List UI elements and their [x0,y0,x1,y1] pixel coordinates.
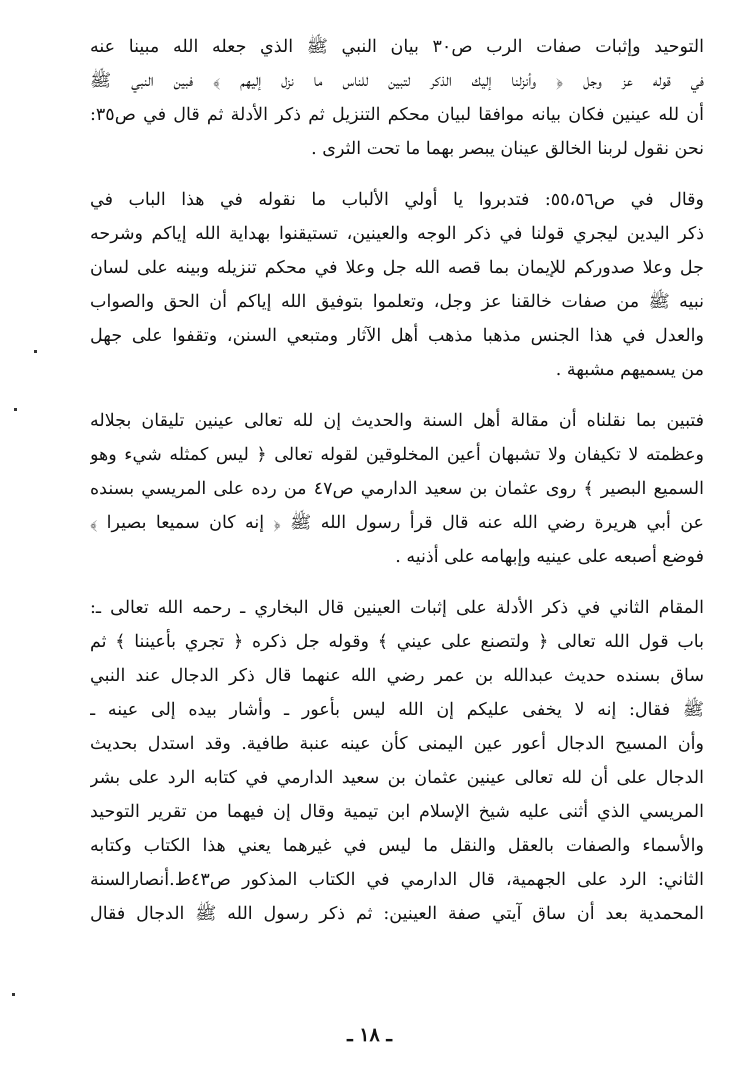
scan-speck [14,408,17,411]
text-line: نحن نقول لربنا الخالق عينان يبصر بهما ما تحت الثرى . [311,139,704,159]
paragraph-2 [90,183,704,387]
text-line: ساق بسنده حديث عبدالله بن عمر رضي الله عنهما قال ذكر الدجال عند النبي [90,666,704,686]
text-line: المحمدية بعد أن ساق آيتي صفة العينين: ثم ذكر رسول الله ﷺ الدجال فقال [90,904,704,924]
text-line: والعدل في هذا الجنس مذهبا مذهب أهل الآثار ومتبعي السنن، وتقفوا على جهل [90,326,704,346]
text-line: وعظمته لا تكيفان ولا تشبهان أعين المخلوقين لقوله تعالى ﴿ ليس كمثله شيء وهو [90,445,704,465]
page-number: ـ ١٨ ـ [347,1024,392,1046]
paragraph-4 [90,591,704,931]
text-line: الدجال على أن لله تعالى عينين عثمان بن سعيد الدارمي في كتابه الرد على بشر [90,768,704,788]
text-line: جل وعلا صدوركم للإيمان بما قصه الله جل وعلا في محكم تنزيله وبينه على لسان [90,258,704,278]
text-line: وقال في ص٥٥،٥٦: فتدبروا يا أولي الألباب ما نقوله في هذا الباب في [90,190,704,210]
page-body [90,30,704,931]
text-line: عن أبي هريرة رضي الله عنه قال قرأ رسول الله ﷺ ﴿ إنه كان سميعا بصيرا ﴾ [90,513,704,533]
text-line: من يسميهم مشبهة . [555,360,704,380]
paragraph-1 [90,30,704,166]
text-line: نبيه ﷺ من صفات خالقنا عز وجل، وتعلموا بتوفيق الله إياكم أن الحق والصواب [90,292,704,312]
text-line: وأن المسيح الدجال أعور عين اليمنى كأن عينه عنبة طافية. وقد استدل بحديث [90,734,704,754]
text-line: ﷺ فقال: إنه لا يخفى عليكم إن الله ليس بأعور ـ وأشار بيده إلى عينه ـ [90,700,704,720]
text-line: التوحيد وإثبات صفات الرب ص٣٠ بيان النبي ﷺ الذي جعله الله مبينا عنه [90,37,704,57]
text-line: ذكر اليدين ليجري قولنا في ذكر الوجه والعينين، تستيقنوا بهداية الله إياكم وشرحه [90,224,704,244]
scan-speck [12,993,15,996]
text-line: فوضع أصبعه على عينيه وإبهامه على أذنيه . [395,547,704,567]
scan-speck [34,350,37,353]
paragraph-3 [90,404,704,574]
text-line: فتبين بما نقلناه أن مقالة أهل السنة والحديث إن لله تعالى عينين تليقان بجلاله [90,411,704,431]
text-line: المريسي الذي أثنى عليه شيخ الإسلام ابن تيمية وقال إن فيهما من تقرير التوحيد [90,802,704,822]
text-line: والأسماء والصفات بالعقل والنقل ما ليس في غيرهما يعني هذا الكتاب وكتابه [90,836,704,856]
text-line: الثاني: الرد على الجهمية، قال الدارمي في الكتاب المذكور ص٤٣ط.أنصارالسنة [90,870,704,890]
text-line: في قوله عز وجل ﴿ وأنزلنا إليك الذكر لتبين للناس ما نزل إليهم ﴾ فبين النبي ﷺ [90,71,704,91]
text-line: المقام الثاني في ذكر الأدلة على إثبات العينين قال البخاري ـ رحمه الله تعالى ـ: [90,598,704,618]
text-line: السميع البصير ﴾ روى عثمان بن سعيد الدارمي ص٤٧ من رده على المريسي بسنده [90,479,704,499]
text-line: باب قول الله تعالى ﴿ ولتصنع على عيني ﴾ وقوله جل ذكره ﴿ تجري بأعيننا ﴾ ثم [90,632,704,652]
text-line: أن لله عينين فكان بيانه موافقا لبيان محكم التنزيل ثم ذكر الأدلة ثم قال في ص٣٥: [90,105,704,125]
